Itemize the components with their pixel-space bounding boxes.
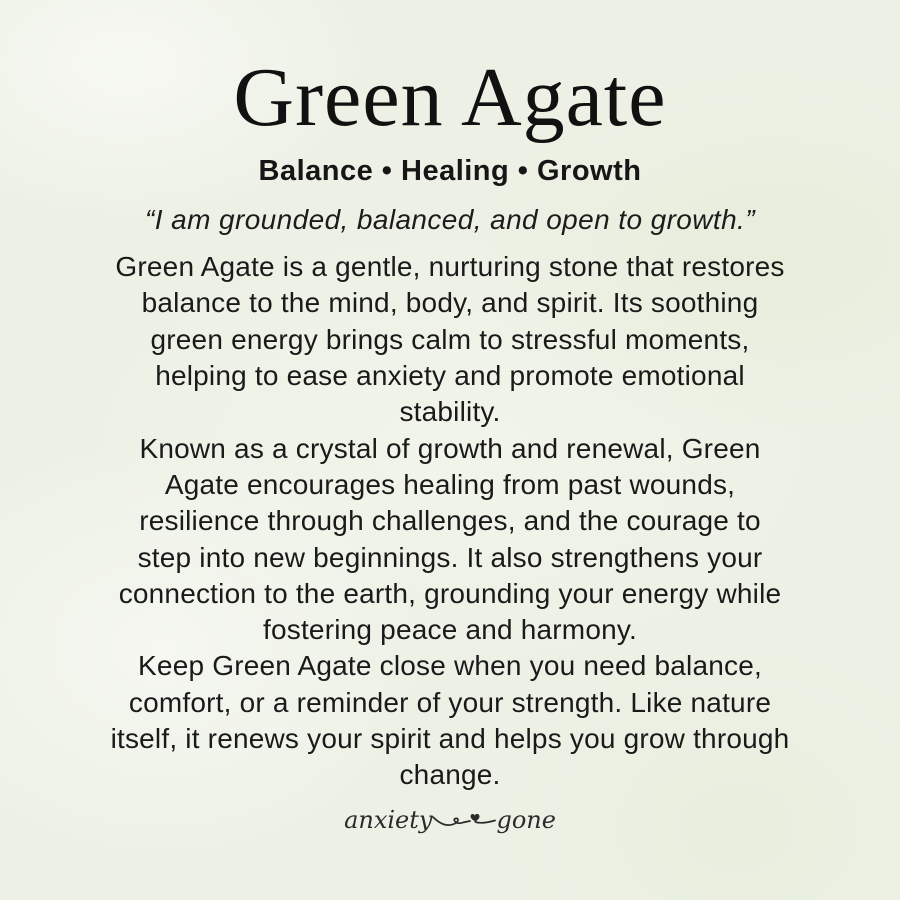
body-line: helping to ease anxiety and promote emotional (155, 360, 745, 392)
keywords-subtitle: Balance • Healing • Growth (258, 155, 642, 188)
body-line: step into new beginnings. It also strengthens your (137, 541, 763, 573)
body-paragraph (111, 431, 790, 649)
body-line: comfort, or a reminder of your strength. Like nature (128, 686, 772, 718)
brand-logo (344, 803, 556, 837)
body-line: fostering peace and harmony. (263, 614, 637, 646)
body-line: balance to the mind, body, and spirit. Its soothing (141, 287, 759, 319)
brand-logo-right-text: gone (496, 805, 556, 834)
body-line: Green Agate is a gentle, nurturing stone that restores (115, 251, 785, 283)
description-text (111, 249, 790, 793)
body-line: Agate encourages healing from past wounds, (164, 468, 736, 500)
brand-logo-left-text: anxiety (344, 805, 433, 834)
body-line: connection to the earth, grounding your energy while (118, 577, 782, 609)
body-line: Keep Green Agate close when you need balance, (138, 650, 762, 682)
body-line: green energy brings calm to stressful moments, (150, 323, 750, 355)
body-paragraph (111, 249, 790, 430)
body-line: resilience through challenges, and the courage to (139, 505, 761, 537)
body-line: change. (399, 759, 501, 791)
body-line: Known as a crystal of growth and renewal, Green (139, 432, 761, 464)
body-line: itself, it renews your spirit and helps you grow through (110, 723, 790, 755)
body-line: stability. (399, 396, 501, 428)
affirmation-quote: “I am grounded, balanced, and open to growth.” (145, 204, 755, 236)
body-paragraph (111, 648, 790, 793)
page-title: Green Agate (233, 51, 667, 144)
heart-flourish-icon (432, 809, 496, 837)
